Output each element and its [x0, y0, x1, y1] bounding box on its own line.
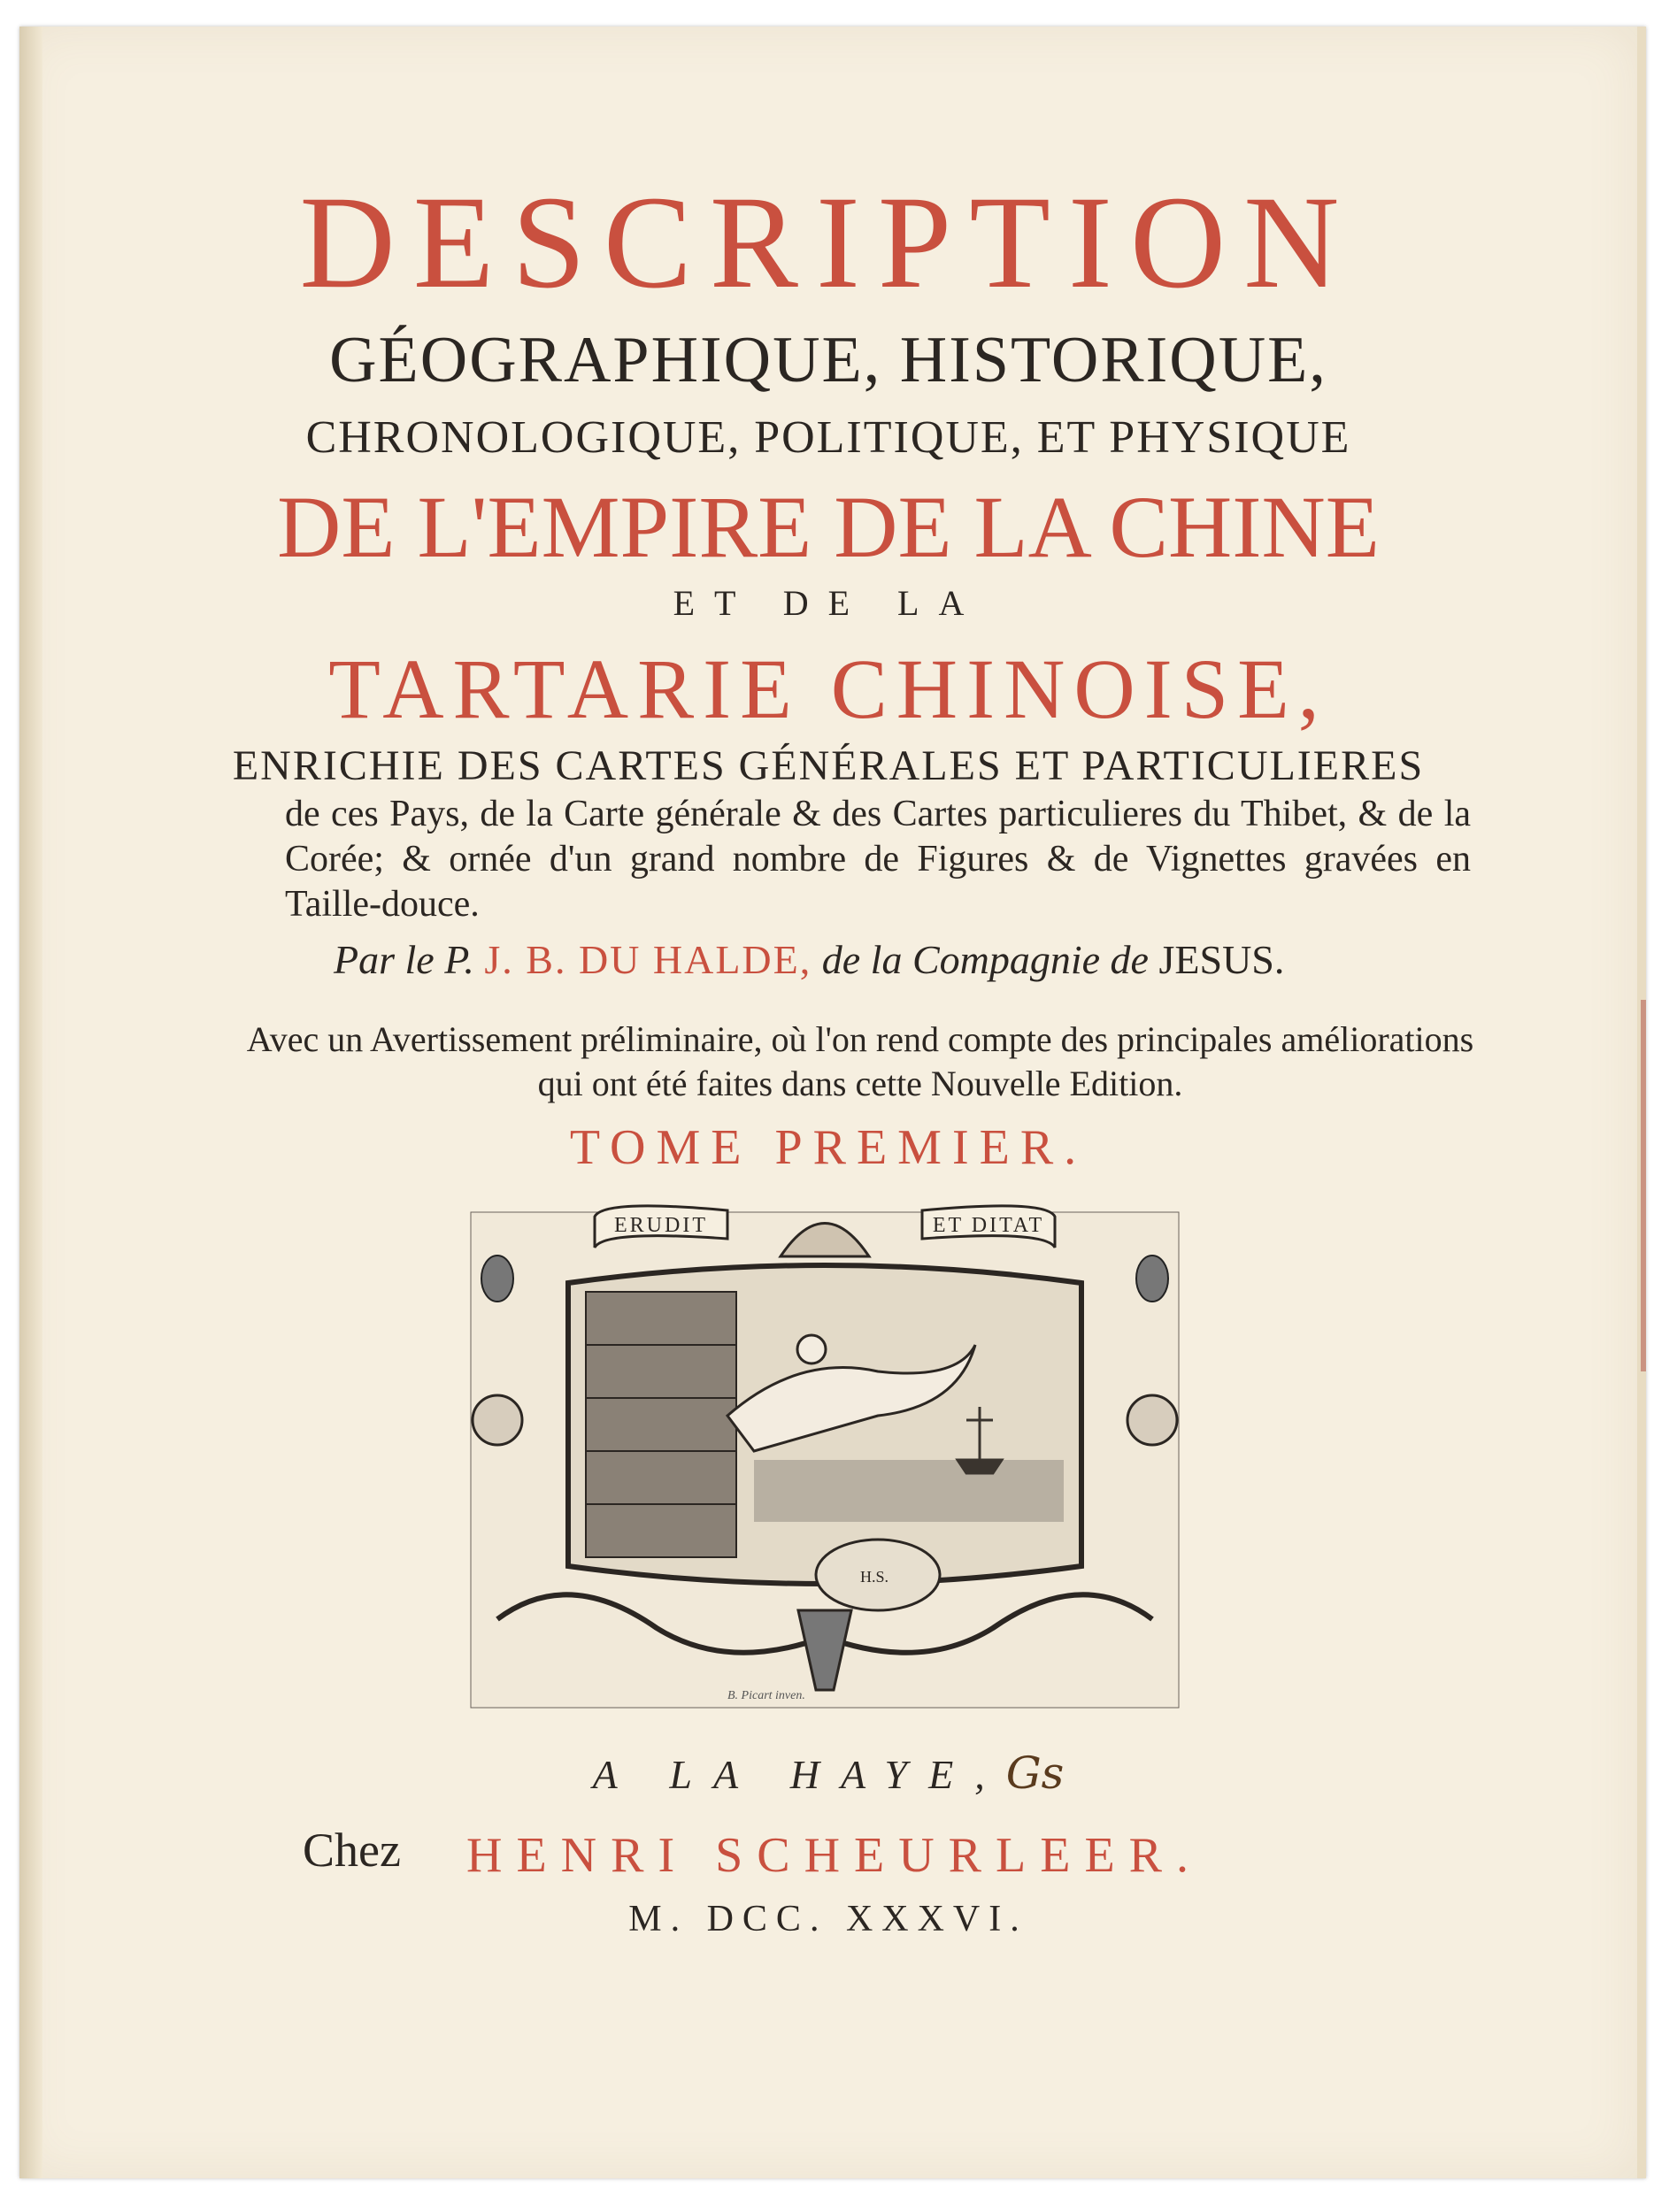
title-enrichie: ENRICHIE DES CARTES GÉNÉRALES ET PARTICULIERES: [232, 742, 1425, 789]
title-et-de-la: ET DE LA: [673, 583, 984, 623]
right-urn-icon: [1136, 1256, 1168, 1302]
title-tartarie: TARTARIE CHINOISE,: [328, 641, 1328, 736]
place-text: A LA HAYE,: [592, 1752, 1006, 1797]
bookshelf: [586, 1292, 736, 1557]
left-cherub-icon: [473, 1395, 522, 1445]
chez-label: Chez: [303, 1824, 401, 1877]
author-prefix: Par le P.: [334, 937, 474, 982]
publisher-name: HENRI SCHEURLEER.: [466, 1828, 1203, 1883]
engraver-signature: B. Picart inven.: [727, 1689, 805, 1702]
sea: [754, 1460, 1064, 1522]
red-page-edge: [1641, 1000, 1646, 1371]
handwritten-mark: Gs: [1005, 1747, 1065, 1799]
left-urn-icon: [481, 1256, 513, 1302]
author-order: JESUS.: [1158, 937, 1285, 982]
subtitle-paragraph: de ces Pays, de la Carte générale & des Cartes particulieres du Thibet, & de la Corée; & ornée d'un grand nombre de Figures & de Vignettes gravées en Taille-douce.: [285, 794, 1471, 925]
title-description: DESCRIPTION: [299, 169, 1358, 316]
avertissement-paragraph: Avec un Avertissement préliminaire, où l'on rend compte des principales améliorations qui ont été faites dans cette Nouvelle Edition.: [246, 1019, 1474, 1103]
publication-date: M. DCC. XXXVI.: [628, 1899, 1028, 1939]
right-cherub-icon: [1127, 1395, 1177, 1445]
author-line: [334, 936, 1284, 983]
title-geographique: GÉOGRAPHIQUE, HISTORIQUE,: [329, 324, 1327, 396]
bale-mark: H.S.: [860, 1568, 889, 1586]
imprint-place: [19, 1747, 1637, 1799]
volume-label: TOME PREMIER.: [569, 1120, 1088, 1175]
banner-right-text: ET DITAT: [932, 1214, 1045, 1237]
title-page: [19, 27, 1646, 2178]
title-empire-chine: DE L'EMPIRE DE LA CHINE: [277, 478, 1380, 576]
author-name: J. B. DU HALDE,: [484, 937, 812, 982]
title-chronologique: CHRONOLOGIQUE, POLITIQUE, ET PHYSIQUE: [305, 412, 1351, 463]
banner-left-text: ERUDIT: [614, 1214, 708, 1237]
engraved-vignette: [462, 1194, 1188, 1717]
author-suffix: de la Compagnie de: [821, 937, 1149, 982]
